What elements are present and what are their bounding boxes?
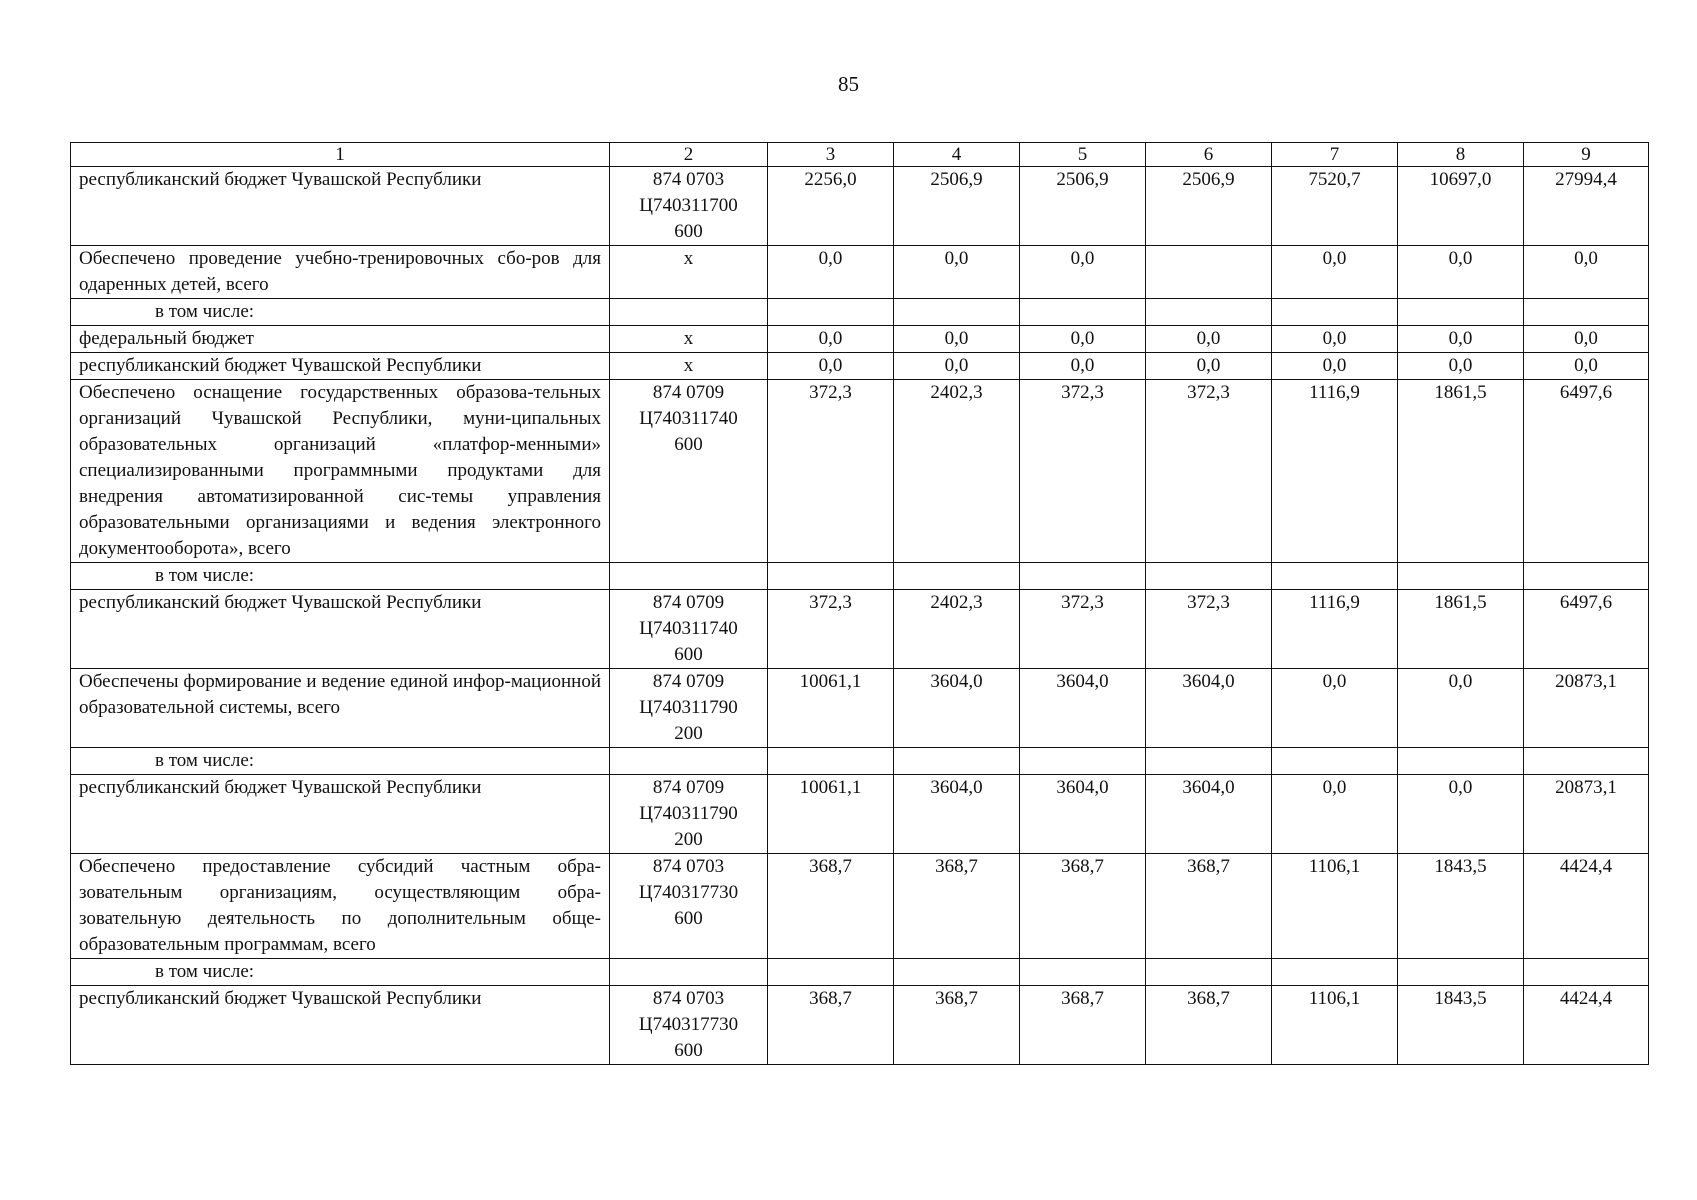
value-cell-col-7: [1272, 299, 1398, 326]
row-label: Обеспечены формирование и ведение единой инфор-мационной образовательной системы, всего: [71, 669, 610, 748]
value-cell-col-4: 2402,3: [894, 380, 1020, 563]
value-cell-col-9: 4424,4: [1524, 854, 1649, 959]
value-cell-col-5: 372,3: [1020, 590, 1146, 669]
value-cell-col-7: 1106,1: [1272, 986, 1398, 1065]
budget-code: [610, 326, 768, 353]
row-label: федеральный бюджет: [71, 326, 610, 353]
row-label: в том числе:: [71, 563, 610, 590]
budget-code-line: 200: [674, 829, 703, 850]
value-cell-col-4: 368,7: [894, 854, 1020, 959]
value-cell-col-9: 6497,6: [1524, 380, 1649, 563]
value-cell-col-6: 2506,9: [1146, 167, 1272, 246]
value-cell-col-7: 0,0: [1272, 775, 1398, 854]
value-cell-col-6: [1146, 246, 1272, 299]
row-label: республиканский бюджет Чувашской Республики: [71, 353, 610, 380]
value-cell-col-7: 0,0: [1272, 326, 1398, 353]
value-cell-col-7: 0,0: [1272, 669, 1398, 748]
value-cell-col-9: [1524, 748, 1649, 775]
value-cell-col-4: [894, 563, 1020, 590]
value-cell-col-8: 0,0: [1398, 669, 1524, 748]
budget-code-line: х: [683, 355, 694, 376]
table-row: [71, 353, 1649, 380]
value-cell-col-3: 0,0: [768, 353, 894, 380]
value-cell-col-8: 10697,0: [1398, 167, 1524, 246]
value-cell-col-4: 3604,0: [894, 669, 1020, 748]
value-cell-col-5: 2506,9: [1020, 167, 1146, 246]
row-label: Обеспечено проведение учебно-тренировочных сбо-ров для одаренных детей, всего: [71, 246, 610, 299]
budget-code-line: 600: [674, 644, 703, 665]
table-row: [71, 959, 1649, 986]
value-cell-col-6: 368,7: [1146, 986, 1272, 1065]
column-header-1: 1: [71, 143, 610, 167]
value-cell-col-6: 3604,0: [1146, 775, 1272, 854]
value-cell-col-5: 368,7: [1020, 854, 1146, 959]
value-cell-col-7: 0,0: [1272, 246, 1398, 299]
value-cell-col-9: 27994,4: [1524, 167, 1649, 246]
value-cell-col-7: 1116,9: [1272, 380, 1398, 563]
table-row: [71, 167, 1649, 246]
column-header-3: 3: [768, 143, 894, 167]
budget-code: [610, 353, 768, 380]
value-cell-col-5: [1020, 563, 1146, 590]
value-cell-col-4: 2402,3: [894, 590, 1020, 669]
budget-table: [70, 142, 1649, 1065]
value-cell-col-9: [1524, 299, 1649, 326]
value-cell-col-5: 0,0: [1020, 246, 1146, 299]
budget-code-line: 874 0709: [652, 671, 725, 692]
value-cell-col-3: 368,7: [768, 986, 894, 1065]
table-row: [71, 299, 1649, 326]
table-body: [71, 143, 1649, 1065]
budget-code-line: Ц740317730: [638, 882, 739, 903]
value-cell-col-3: 372,3: [768, 380, 894, 563]
value-cell-col-7: 0,0: [1272, 353, 1398, 380]
budget-code: [610, 563, 768, 590]
value-cell-col-4: [894, 299, 1020, 326]
value-cell-col-3: 10061,1: [768, 669, 894, 748]
column-header-5: 5: [1020, 143, 1146, 167]
value-cell-col-7: [1272, 748, 1398, 775]
budget-code: [610, 775, 768, 854]
value-cell-col-3: [768, 959, 894, 986]
value-cell-col-8: [1398, 748, 1524, 775]
table-row: [71, 380, 1649, 563]
value-cell-col-5: 3604,0: [1020, 775, 1146, 854]
budget-code-line: 874 0703: [652, 988, 725, 1009]
value-cell-col-6: 372,3: [1146, 590, 1272, 669]
row-label: в том числе:: [71, 748, 610, 775]
value-cell-col-3: 0,0: [768, 246, 894, 299]
value-cell-col-9: [1524, 563, 1649, 590]
value-cell-col-6: 0,0: [1146, 353, 1272, 380]
value-cell-col-9: 0,0: [1524, 326, 1649, 353]
value-cell-col-8: [1398, 563, 1524, 590]
value-cell-col-9: 20873,1: [1524, 669, 1649, 748]
table-row: [71, 563, 1649, 590]
value-cell-col-6: 368,7: [1146, 854, 1272, 959]
budget-code: [610, 669, 768, 748]
value-cell-col-5: 372,3: [1020, 380, 1146, 563]
table-row: [71, 748, 1649, 775]
value-cell-col-9: [1524, 959, 1649, 986]
budget-code-line: 874 0709: [652, 777, 725, 798]
table-row: [71, 669, 1649, 748]
budget-code-line: Ц740311700: [639, 195, 738, 216]
row-label: Обеспечено предоставление субсидий частным обра-зовательным организациям, осуществляющим обра-зовательную деятельность по дополнительным обще-образовательным программам, всего: [71, 854, 610, 959]
value-cell-col-3: 372,3: [768, 590, 894, 669]
budget-code-line: Ц740311740: [639, 408, 738, 429]
column-header-2: 2: [610, 143, 768, 167]
value-cell-col-4: [894, 959, 1020, 986]
value-cell-col-3: 0,0: [768, 326, 894, 353]
value-cell-col-8: 0,0: [1398, 775, 1524, 854]
value-cell-col-6: 372,3: [1146, 380, 1272, 563]
budget-code: [610, 854, 768, 959]
budget-code-line: 874 0709: [652, 592, 725, 613]
budget-code-line: 200: [674, 723, 703, 744]
row-label: республиканский бюджет Чувашской Республики: [71, 986, 610, 1065]
value-cell-col-8: [1398, 959, 1524, 986]
value-cell-col-4: 0,0: [894, 326, 1020, 353]
value-cell-col-5: [1020, 748, 1146, 775]
table-row: [71, 986, 1649, 1065]
budget-code-line: 874 0703: [652, 856, 725, 877]
value-cell-col-3: [768, 299, 894, 326]
value-cell-col-3: [768, 563, 894, 590]
table-row: [71, 854, 1649, 959]
budget-code-line: 600: [674, 221, 703, 242]
column-header-4: 4: [894, 143, 1020, 167]
value-cell-col-5: 368,7: [1020, 986, 1146, 1065]
value-cell-col-6: 0,0: [1146, 326, 1272, 353]
value-cell-col-4: 0,0: [894, 246, 1020, 299]
table-row: [71, 775, 1649, 854]
column-header-9: 9: [1524, 143, 1649, 167]
table-row: [71, 246, 1649, 299]
budget-code-line: х: [683, 328, 694, 349]
value-cell-col-8: 1861,5: [1398, 590, 1524, 669]
budget-code-line: 600: [674, 908, 703, 929]
value-cell-col-9: 4424,4: [1524, 986, 1649, 1065]
budget-code-line: 600: [674, 1040, 703, 1061]
value-cell-col-7: [1272, 563, 1398, 590]
value-cell-col-5: [1020, 959, 1146, 986]
row-label: в том числе:: [71, 299, 610, 326]
page-number: 85: [838, 72, 859, 96]
row-label: республиканский бюджет Чувашской Республики: [71, 775, 610, 854]
budget-code: [610, 986, 768, 1065]
value-cell-col-9: 6497,6: [1524, 590, 1649, 669]
row-label: республиканский бюджет Чувашской Республики: [71, 590, 610, 669]
budget-code: [610, 748, 768, 775]
value-cell-col-9: 0,0: [1524, 353, 1649, 380]
value-cell-col-4: 0,0: [894, 353, 1020, 380]
budget-code-line: х: [683, 248, 694, 269]
budget-code-line: Ц740311790: [639, 697, 738, 718]
budget-code-line: 874 0709: [652, 382, 725, 403]
value-cell-col-7: 7520,7: [1272, 167, 1398, 246]
value-cell-col-6: [1146, 748, 1272, 775]
value-cell-col-3: [768, 748, 894, 775]
value-cell-col-6: 3604,0: [1146, 669, 1272, 748]
value-cell-col-5: 3604,0: [1020, 669, 1146, 748]
table-row: [71, 326, 1649, 353]
table-row: [71, 590, 1649, 669]
budget-code: [610, 959, 768, 986]
value-cell-col-7: 1106,1: [1272, 854, 1398, 959]
budget-code: [610, 167, 768, 246]
value-cell-col-8: 1843,5: [1398, 986, 1524, 1065]
column-header-8: 8: [1398, 143, 1524, 167]
value-cell-col-6: [1146, 563, 1272, 590]
value-cell-col-5: 0,0: [1020, 326, 1146, 353]
value-cell-col-7: [1272, 959, 1398, 986]
value-cell-col-7: 1116,9: [1272, 590, 1398, 669]
value-cell-col-9: 0,0: [1524, 246, 1649, 299]
budget-code: [610, 380, 768, 563]
value-cell-col-3: 2256,0: [768, 167, 894, 246]
row-label: республиканский бюджет Чувашской Республики: [71, 167, 610, 246]
value-cell-col-5: 0,0: [1020, 353, 1146, 380]
budget-code-line: 874 0703: [652, 169, 725, 190]
value-cell-col-8: 1843,5: [1398, 854, 1524, 959]
row-label: в том числе:: [71, 959, 610, 986]
value-cell-col-6: [1146, 959, 1272, 986]
column-header-6: 6: [1146, 143, 1272, 167]
budget-code-line: Ц740311790: [639, 803, 738, 824]
value-cell-col-4: 3604,0: [894, 775, 1020, 854]
value-cell-col-4: 2506,9: [894, 167, 1020, 246]
budget-code-line: Ц740311740: [639, 618, 738, 639]
header-row: [71, 143, 1649, 167]
value-cell-col-6: [1146, 299, 1272, 326]
value-cell-col-8: [1398, 299, 1524, 326]
column-header-7: 7: [1272, 143, 1398, 167]
value-cell-col-8: 0,0: [1398, 246, 1524, 299]
value-cell-col-9: 20873,1: [1524, 775, 1649, 854]
value-cell-col-5: [1020, 299, 1146, 326]
row-label: Обеспечено оснащение государственных образова-тельных организаций Чувашской Республики, муни-ципальных образовательных организаций «платфор-менными» специализированными программными продуктами для внедрения автоматизированной сис-темы управления образовательными организациями и ведения электронного документооборота», всего: [71, 380, 610, 563]
value-cell-col-4: [894, 748, 1020, 775]
value-cell-col-3: 368,7: [768, 854, 894, 959]
value-cell-col-8: 0,0: [1398, 326, 1524, 353]
budget-code: [610, 299, 768, 326]
value-cell-col-8: 0,0: [1398, 353, 1524, 380]
value-cell-col-8: 1861,5: [1398, 380, 1524, 563]
value-cell-col-4: 368,7: [894, 986, 1020, 1065]
budget-code-line: Ц740317730: [638, 1014, 739, 1035]
value-cell-col-3: 10061,1: [768, 775, 894, 854]
budget-code: [610, 590, 768, 669]
budget-code-line: 600: [674, 434, 703, 455]
budget-code: [610, 246, 768, 299]
